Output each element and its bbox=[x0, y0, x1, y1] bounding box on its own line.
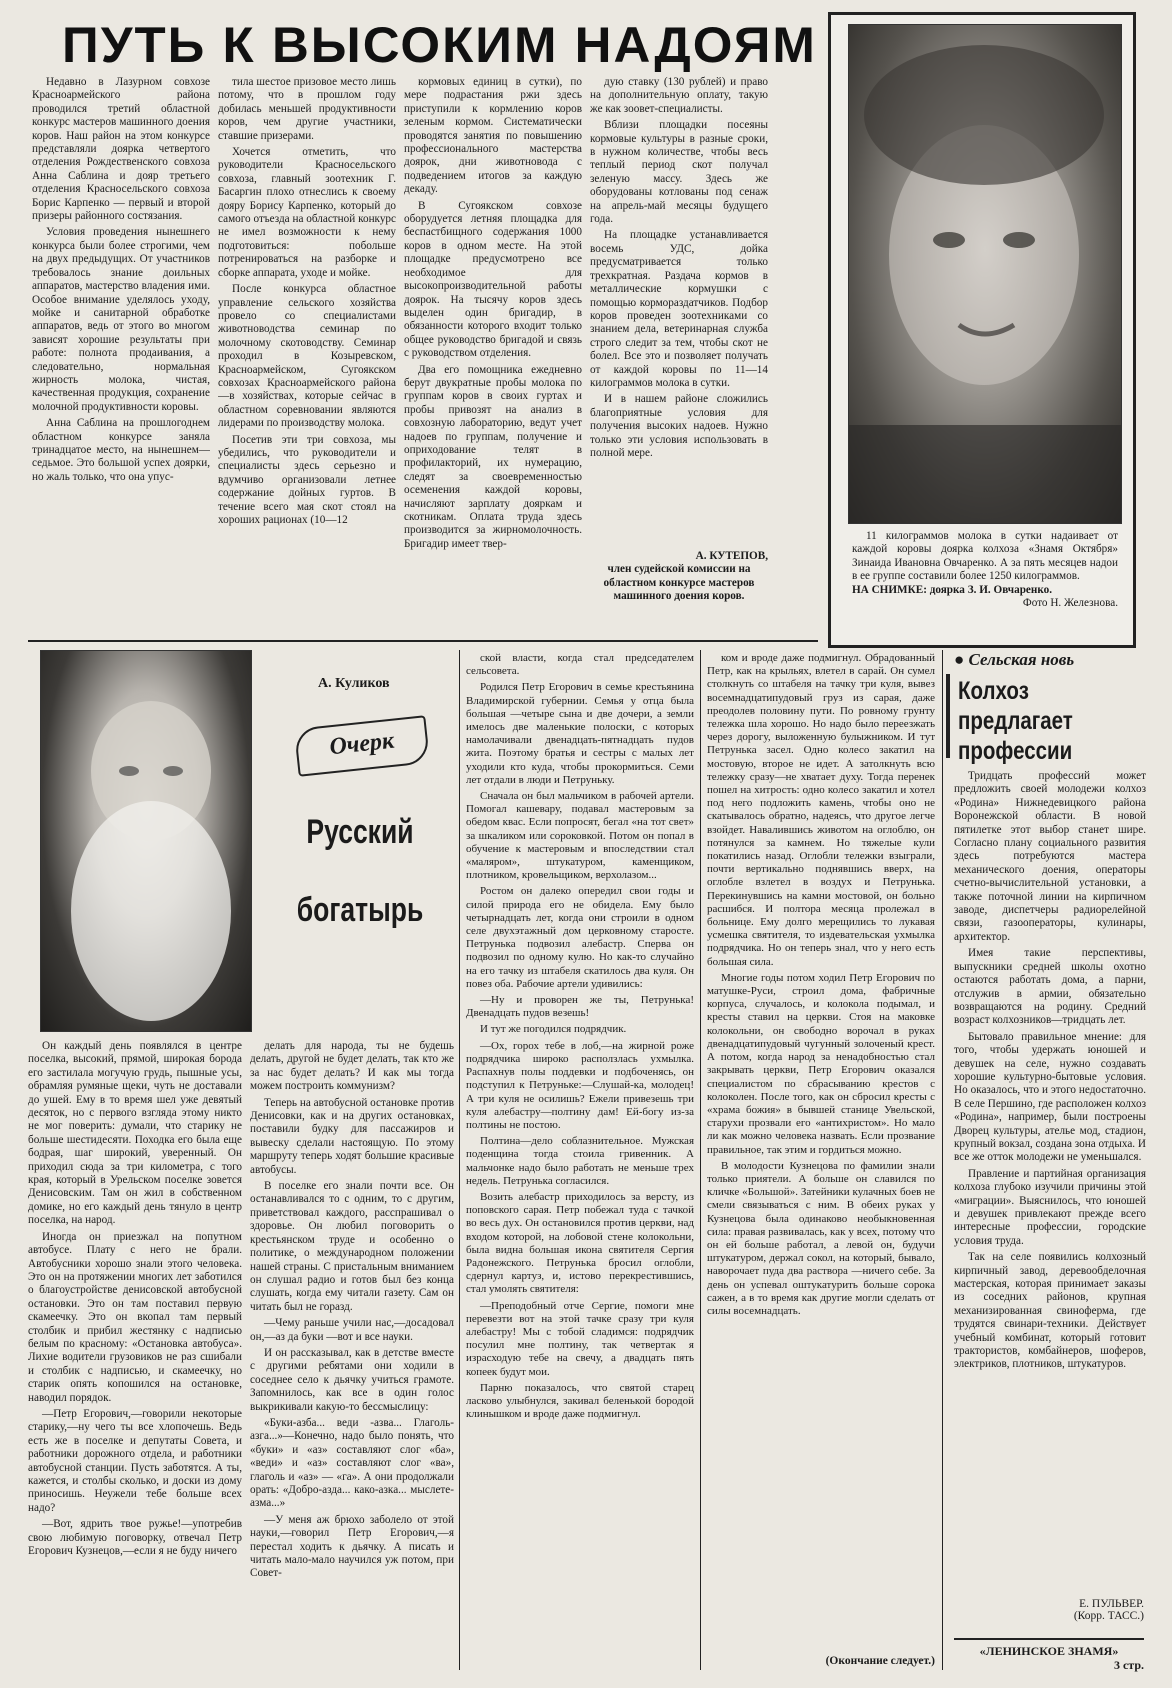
essay-paragraph: Парню показалось, что святой старец ласково улыбнулся, закивал беленькой бородой клинышком и вроде даже подмигнул. bbox=[466, 1381, 694, 1421]
article1-author: А. КУТЕПОВ, bbox=[695, 550, 768, 562]
essay-column-a bbox=[28, 1040, 242, 1680]
article1-paragraph: Два его помощника ежедневно берут двукратные пробы молока по группам коров в своих гуртах и пробы привозят на анализ в совхозную лабораторию, ведут учет надоев по группам, получение и оприходование телят в профилакторий, их нумерацию, следят за своевременностью осеменения каждой коровы, начисляют зарплату дояркам и скотникам. Оплата труда здесь производится за жирномолочность. Бригадир имеет твер- bbox=[404, 363, 582, 550]
essay-paragraph: ской власти, когда стал председателем сельсовета. bbox=[466, 652, 694, 678]
essay-paragraph: —Петр Егорович,—говорили некоторые старику,—ну чего ты все хлопочешь. Ведь есть же в поселке и депутаты Совета, и работники дорожного отдела, и работники автобусной станции. Пусть заботятся. А ты, кажется, и столбы сколько, и доски из дому приносишь. Неужели тебе больше всех надо? bbox=[28, 1407, 242, 1514]
main-headline: ПУТЬ К ВЫСОКИМ НАДОЯМ bbox=[62, 17, 817, 73]
sidebar-paragraph: Бытовало правильное мнение: для того, чтобы удержать юношей и девушек на селе, нужно создавать хорошие культурно-бытовые условия. Но оказалось, что и этого недостаточно. В селе Першино, где расположен колхоз «Родина», например, были построены Дворец культуры, ательe мод, стадион, крупный вокзал, создана зона отдыха. И все же отток молодежи не уменьшался. bbox=[954, 1030, 1146, 1164]
article1-paragraph: После конкурса областное управление сельского хозяйства провело со специалистами животноводства семинар по молочному скотоводству. Семинар проходил в Козыревском, Красноармейском, Сугоякском совхозах Красноармейского района—в хозяйствах, которые сейчас в областном соревновании являются лидерами по производству молока. bbox=[218, 283, 396, 430]
sidebar-column bbox=[954, 770, 1146, 1560]
essay-paragraph: —Ох, горох тебе в лоб,—на жирной роже подрядчика широко расползлась ухмылка. Распахнув полы поддевки и подбоченясь, он подступил к Петруньке:—Слушай-ка, молодец! А три куля не осилишь? Ежели привезешь три куля алебастру—полтину дам! Ей-богу из-за полтины не постою. bbox=[466, 1039, 694, 1131]
sidebar-title bbox=[958, 676, 1138, 766]
bearded-man-icon bbox=[41, 651, 251, 1031]
essay-paragraph: —Преподобный отче Сергие, помоги мне перевезти вот на этой тачке сразу три куля алебастру! Мы с тобой сладимся: подрядчик посулил мне полтину, так четвертак я израсходую тебе на свечу, а двадцать пять копеек будут мои. bbox=[466, 1299, 694, 1378]
sidebar-title-line: предлагает bbox=[958, 707, 1073, 735]
sidebar-agency: (Корр. ТАСС.) bbox=[1073, 1610, 1144, 1622]
essay-paragraph: И тут же погодился подрядчик. bbox=[480, 1023, 627, 1036]
essay-paragraph: ком и вроде даже подмигнул. Обрадованный Петр, как на крыльях, влетел в сарай. Он сумел столкнуть со штабеля на тачку три куля, вывез восемнадцатипудовый груз из сарая, даже преодолев половину пути. По ровному грунту тележка шла хорошо. Но надо было переезжать через дорогу, выложенную булыжником. И тут Петрунька засел. Одно колесо закатил на мостовую, второе не идет. А затолкнуть всю тележку сразу—не хватает духу. Тогда перенек пошел на хитрость: одно колесо закатил и хотел под него подложить камень, чтобы оно не скатывалось обратно, надеясь, что другое легче взойдет. Навалившись животом на оглоблю, он потянулся за камнем. Но тяжелые кули покатились назад. Оглобли тележки взыграли, почти вертикально поднявшись вверх, на оглобле взлетел в воздух и Петрунька. Перекинувшись на камни мостовой, он больно расшибся. И полтора месяца пролежал в больнице. Ему долго мерещились то лукавая усмешка святителя, то издевательская ухмылка подрядчика. Но он теперь знал, что у него есть большая сила. bbox=[707, 652, 935, 968]
column-rule bbox=[942, 650, 943, 1670]
newspaper-name: «ЛЕНИНСКОЕ ЗНАМЯ» bbox=[979, 1644, 1119, 1658]
sidebar-title-bar bbox=[946, 674, 950, 758]
article1-author-role: член судейской комиссии на областном конкурсе мастеров машинного доения коров. bbox=[603, 563, 755, 603]
essay-paragraph: Он каждый день появлялся в центре поселка, высокий, прямой, широкая борода его застилала могучую грудь, пышные усы, обрамляя румяные щеки, чуть не доставали до ушей. Ему в то время шел уже девятый десяток, но с первого взгляда этому никто не мог поверить: думали, что старику не больше шестидесяти. Походка его была еще бодрая, шаг широкий, уверенный. Он приходил сюда за три километра, с того края, который в Урельском поселке зовется Денисовским. Там он жил в собственном домике, но его каждый день тянуло в центр поселка, на народ. bbox=[28, 1040, 242, 1227]
article1-paragraph: кормовых единиц в сутки), по мере подрастания ржи здесь приступили к кормлению коров зеленым кормом. Систематически проводятся занятия по повышению профессионального мастерства доярок, дни животновода с подведением итогов за каждую декаду. bbox=[404, 76, 582, 196]
portrait-silhouette-icon bbox=[849, 25, 1121, 523]
sidebar-paragraph: Правление и партийная организация колхоза глубоко изучили причины этой «миграции». Выяснилось, что юношей и девушек привлекают прежде всего интересные профессии, городские условия труда. bbox=[954, 1167, 1146, 1247]
essay-paragraph: Многие годы потом ходил Петр Егорович по матушке-Руси, строил дома, фабричные корпуса, случалось, и колокола подымал, и кресты ставил на церкви. Стоя на маковке колокольни, он свободно ворочал в руках двенадцатипудовый чугунный золоченый крест. А потом, когда народ за ненадобностью стал закрывать церкви, Петр Егорович оказался специалистом по сбрасыванию крестов с колоколен. После того, как он сбросил кресты с «храма божия» в бывшей станице Увельской, старухи прозвали его «антихристом». Но мало ли как можно человека назвать. Если прозвание правильное, так этим и гордиться можно. bbox=[707, 971, 935, 1156]
article1-paragraph: Хочется отметить, что руководители Красносельского совхоза, главный зоотехник Г. Басаргин плохо отнеслись к своему дояру Борису Карпенко, который до самого отъезда на областной конкурс не имел возможности к нему подготовиться: побольше потренироваться на разборке и сборке аппарата, уходе и мойке. bbox=[218, 146, 396, 279]
footer-rule bbox=[954, 1638, 1144, 1640]
essay-paragraph: Родился Петр Егорович в семье крестьянина Владимирской губернии. Семья у отца была большая —четыре сына и две дочери, а земли имелось две маленькие полоски, с которых намолачивали двенадцать-пятнадцать пудов жита. Поэтому братья и сестры с малых лет уходили кто куда, чтобы прокормиться. Семи лет отдали в люди и Петруньку. bbox=[466, 681, 694, 786]
sidebar-title-line: профессии bbox=[958, 737, 1073, 765]
article1-column-2 bbox=[218, 76, 396, 622]
essay-paragraph: Ростом он далеко опередил свои годы и силой природа его не обидела. Ему было четырнадцать лет, когда они строили в одном селе двухэтажный дом церковному старосте. Петрунька подвозил алебастр. Сперва он подвозил по одному кулю. Но как-то случайно на его тачку из штабеля скатилось два куля. Он повез оба. Рабочие артели удивились: bbox=[466, 885, 694, 990]
article1-column-4 bbox=[590, 76, 768, 546]
bullet-icon: ● bbox=[954, 650, 965, 669]
sidebar-byline bbox=[954, 1598, 1144, 1622]
section-divider bbox=[28, 640, 818, 642]
sidebar-title-line: Колхоз bbox=[958, 677, 1029, 705]
sidebar-paragraph: Имея такие перспективы, выпускники средней школы охотно остаются работать дома, а парни, отслужив в армии, обязательно возвращаются на родину. Средний возраст колхозников—тридцать лет. bbox=[954, 947, 1146, 1027]
article1-paragraph: дую ставку (130 рублей) и право на дополнительную оплату, такую же как зоовет-специалисты. bbox=[590, 76, 768, 115]
article1-paragraph: Посетив эти три совхоза, мы убедились, что руководители и специалисты здесь серьезно и вдумчиво организовали летнее содержание дойных гуртов. В течение всего мая скот стоял на хороших рационах (10—12 bbox=[218, 433, 396, 526]
essay-paragraph: —Ну и проворен же ты, Петрунька! Двенадцать пудов везешь! bbox=[466, 994, 694, 1020]
article1-paragraph: И в нашем районе сложились благоприятные условия для получения высоких надоев. Нужно только эти условия использовать в полной мере. bbox=[590, 393, 768, 459]
article1-paragraph: Анна Саблина на прошлогоднем областном конкурсе заняла тринадцатое место, на нынешнем—седьмое. Это большой успех доярки, но жаль только, что она упус- bbox=[32, 417, 210, 483]
essay-paragraph: —Чему раньше учили нас,—досадовал он,—аз да буки —вот и все науки. bbox=[250, 1317, 454, 1343]
article1-paragraph: На площадке устанавливается восемь УДС, дойка предусматривается только трехкратная. Раздача кормов в металлические кормушки с помощью кормораздатчиков. Подбор коров проведен зоотехниками со знанием дела, ветеринарная служба строго следит за тем, чтобы скот не болел. Все это и позволяет получать от каждой коровы по 11—14 килограммов молока в сутки. bbox=[590, 229, 768, 389]
sidebar-paragraph: Так на селе появились колхозный кирпичный завод, деревообделочная мастерская, которая принимает заказы из соседних районов, крупная механизированная свиноферма, где трудятся свинари-техники. Действует учебный комбинат, который готовит трактористов, комбайнеров, шоферов, электриков, плотников, штукатуров. bbox=[954, 1251, 1146, 1371]
article1-column-1 bbox=[32, 76, 210, 622]
essay-column-b bbox=[250, 1040, 454, 1680]
essay-column-d bbox=[707, 652, 935, 1652]
essay-title-line-1: Русский bbox=[306, 813, 414, 851]
essay-paragraph: Иногда он приезжал на попутном автобусе. Плату с него не брали. Автобусники хорошо знали этого человека. Это он на протяжении многих лет заботился о благоустройстве денисовской автобусной остановки. Это он там поставил первую скамеечку. Это он вкопал там первый столбик и прибил жестянку с надписью белым по красному: «Остановка автобуса». Лихие водители грузовиков не раз сшибали и столбик с надписью, и скамеечку, но старик опять копошился на остановке, наводил порядок. bbox=[28, 1230, 242, 1404]
article1-paragraph: Вблизи площадки посеяны кормовые культуры в разные сроки, в нужном количестве, чтобы весь теплый период скот получал зеленую массу. Здесь же оборудованы котлованы под сенаж на апрель-май месяцы будущего года. bbox=[590, 119, 768, 226]
photo-caption-subject: НА СНИМКЕ: доярка З. И. Овчаренко. bbox=[852, 583, 1053, 596]
essay-column-c bbox=[466, 652, 694, 1678]
essay-paragraph: Возить алебастр приходилось за версту, из поповского сарая. Петр побежал туда с тачкой во весь дух. Он остановился против церкви, над входом которой, на лобовой стене колокольни, была видна большая икона святителя Сергия Радонежского. Петрунька бросил оглобли, сдернул картуз, и, истово перекрестившись, стал умолять святителя: bbox=[466, 1190, 694, 1296]
essay-paragraph: И он рассказывал, как в детстве вместе с другими ребятами они ходили в соседнее село к дьячку учиться грамоте. Запомнилось, как все в один голос выкрикивали какую-то бессмыслицу: bbox=[250, 1346, 454, 1413]
page-number: 3 стр. bbox=[1113, 1658, 1144, 1672]
sidebar-paragraph: Тридцать профессий может предложить своей молодежи колхоз «Родина» Нижнедевицкого района Воронежской области. В новой пятилетке этот выбор станет шире. Согласно плану социального развития здесь потребуются мастера механического доения, операторы счетно-вычислительной установки, а также поточной линии на кирпичном заводе, диспетчеры радиорелейной связи, газооператоры, кулинары, архитектор. bbox=[954, 770, 1146, 943]
essay-author: А. Куликов bbox=[318, 676, 390, 691]
page-footer bbox=[954, 1644, 1144, 1672]
essay-paragraph: Полтина—дело соблазнительное. Мужская поденщина тогда стоила гривенник. А мальчонке надо было работать не меньше трех недель. Петрунька согласился. bbox=[466, 1135, 694, 1187]
photo-credit: Фото Н. Железнова. bbox=[1022, 597, 1118, 610]
essay-paragraph: В поселке его знали почти все. Он останавливался то с одним, то с другим, приветствовал каждого, расспрашивал о здоровье. Он любил поговорить о крестьянском труде и особенно о политике, о международном положении нашей страны. С пристальным вниманием он слушал радио и готов был без конца слушать, когда ему читали газету. Сам он читать был не горазд. bbox=[250, 1180, 454, 1313]
article1-signature bbox=[590, 550, 768, 604]
column-rule bbox=[700, 650, 701, 1670]
photo-caption-text: 11 килограммов молока в сутки надаивает от каждой коровы доярка колхоза «Знамя Октября» Зинаида Ивановна Овчаренко. А за пять месяцев надои в ее группе составили более 1250 килограммов. bbox=[852, 530, 1118, 583]
essay-title-line-2: богатырь bbox=[296, 891, 424, 929]
article1-paragraph: тила шестое призовое место лишь потому, что в прошлом году добилась меньшей продуктивности коров, чем другие участники, ставшие призерами. bbox=[218, 76, 396, 142]
essay-paragraph: Сначала он был мальчиком в рабочей артели. Помогал кашевару, подавал мастеровым за обедом квас. Если попросят, бегал «на тот свет» за шкаликом или сороковкой. Потом он попал в обучение к мастеровым и впоследствии стал «маляром», штукатуром, каменщиком, плотником, кровельщиком, верхолазом... bbox=[466, 790, 694, 882]
essay-paragraph: «Буки-азба... веди -азва... Глаголь-азга...»—Конечно, надо было понять, что «буки» и «аз» составляют слог «ба», «веди» и «аз» составляют слог «ва», глаголь и «аз» — «га». А они продолжали орать: «Добро-азда... како-азка... мыслете-азма...» bbox=[250, 1416, 454, 1510]
essay-rubric: Очерк bbox=[294, 715, 430, 777]
essay-paragraph: —Вот, ядрить твое ружье!—употребив свою любимую поговорку, отвечал Петр Егорович Кузнецов,—если я не буду ничего bbox=[28, 1518, 242, 1558]
column-rule bbox=[459, 650, 460, 1670]
article1-paragraph: Недавно в Лазурном совхозе Красноармейского района проводился третий областной конкурс мастеров машинного доения коров. Наш район на этом конкурсе представляли доярка четвертого отделения Рождественского совхоза Анна Саблина и дояр третьего отделения Красносельского совхоза Борис Карпенко — первый и второй призеры районного состязания. bbox=[32, 76, 210, 223]
article1-paragraph: Условия проведения нынешнего конкурса были более строгими, чем на двух предыдущих. От участников требовалось знание доильных аппаратов, мастерство владения ими. Особое внимание уделялось уходу, мойке и санитарной обработке аппаратов, ведь от этого во многом зависят хорошие результаты при работе: полнота продаивания, а следовательно, нормальная жирность молока, чистая, качественная продукция, сохранение молочной продуктивности коровы. bbox=[32, 226, 210, 413]
sidebar-author: Е. ПУЛЬВЕР. bbox=[1079, 1598, 1144, 1610]
essay-paragraph: делать для народа, ты не будешь делать, другой не будет делать, так кто же за нас будет делать? И как мы тогда можем построить коммунизм? bbox=[250, 1040, 454, 1093]
sidebar-source-name: Сельская новь bbox=[968, 650, 1075, 669]
article1-paragraph: В Сугоякском совхозе оборудуется летняя площадка для беспастбищного содержания 1000 коров в одном месте. На этой площадке предусмотрено все необходимое для высокопроизводительной работы доярок. На тысячу коров здесь выделен один бригадир, в обязанности которого входит только общее руководство бригадой и связь с руководством отделения. bbox=[404, 199, 582, 360]
sidebar-source bbox=[954, 650, 1154, 670]
to-be-continued-note: (Окончание следует.) bbox=[825, 1655, 935, 1667]
essay-paragraph: —У меня аж брюхо заболело от этой науки,—говорил Петр Егорович,—я перестал ходить к дьячку. А писать и читать мало-мало научился уж потом, при Совет- bbox=[250, 1513, 454, 1580]
article1-column-3 bbox=[404, 76, 582, 622]
elder-portrait-photo bbox=[40, 650, 252, 1032]
essay-paragraph: В молодости Кузнецова по фамилии знали только приятели. А больше он славился по кличке «Большой». Затейники кулачных боев не смели связываться с ним. В обеих руках у Кузнецова была одинаково необыкновенная сила: правая развивалась, как у всех, потому что он ей больше работал, а левой он, будучи штукатуром, держал сокол, на который, бывало, наворочает пуда два раствора —ничего себе. За день он успевал оштукатурить больше сорока сажен, а в то время как другие могли сделать от силы восемнадцать. bbox=[707, 1159, 935, 1317]
essay-paragraph: Теперь на автобусной остановке против Денисовки, как и на других остановках, поставили будку для пассажиров и вывеску сделали настоящую. По этому маршруту теперь ходят большие красивые автобусы. bbox=[250, 1096, 454, 1176]
photo-caption bbox=[852, 530, 1118, 610]
milkmaid-photo bbox=[848, 24, 1122, 524]
